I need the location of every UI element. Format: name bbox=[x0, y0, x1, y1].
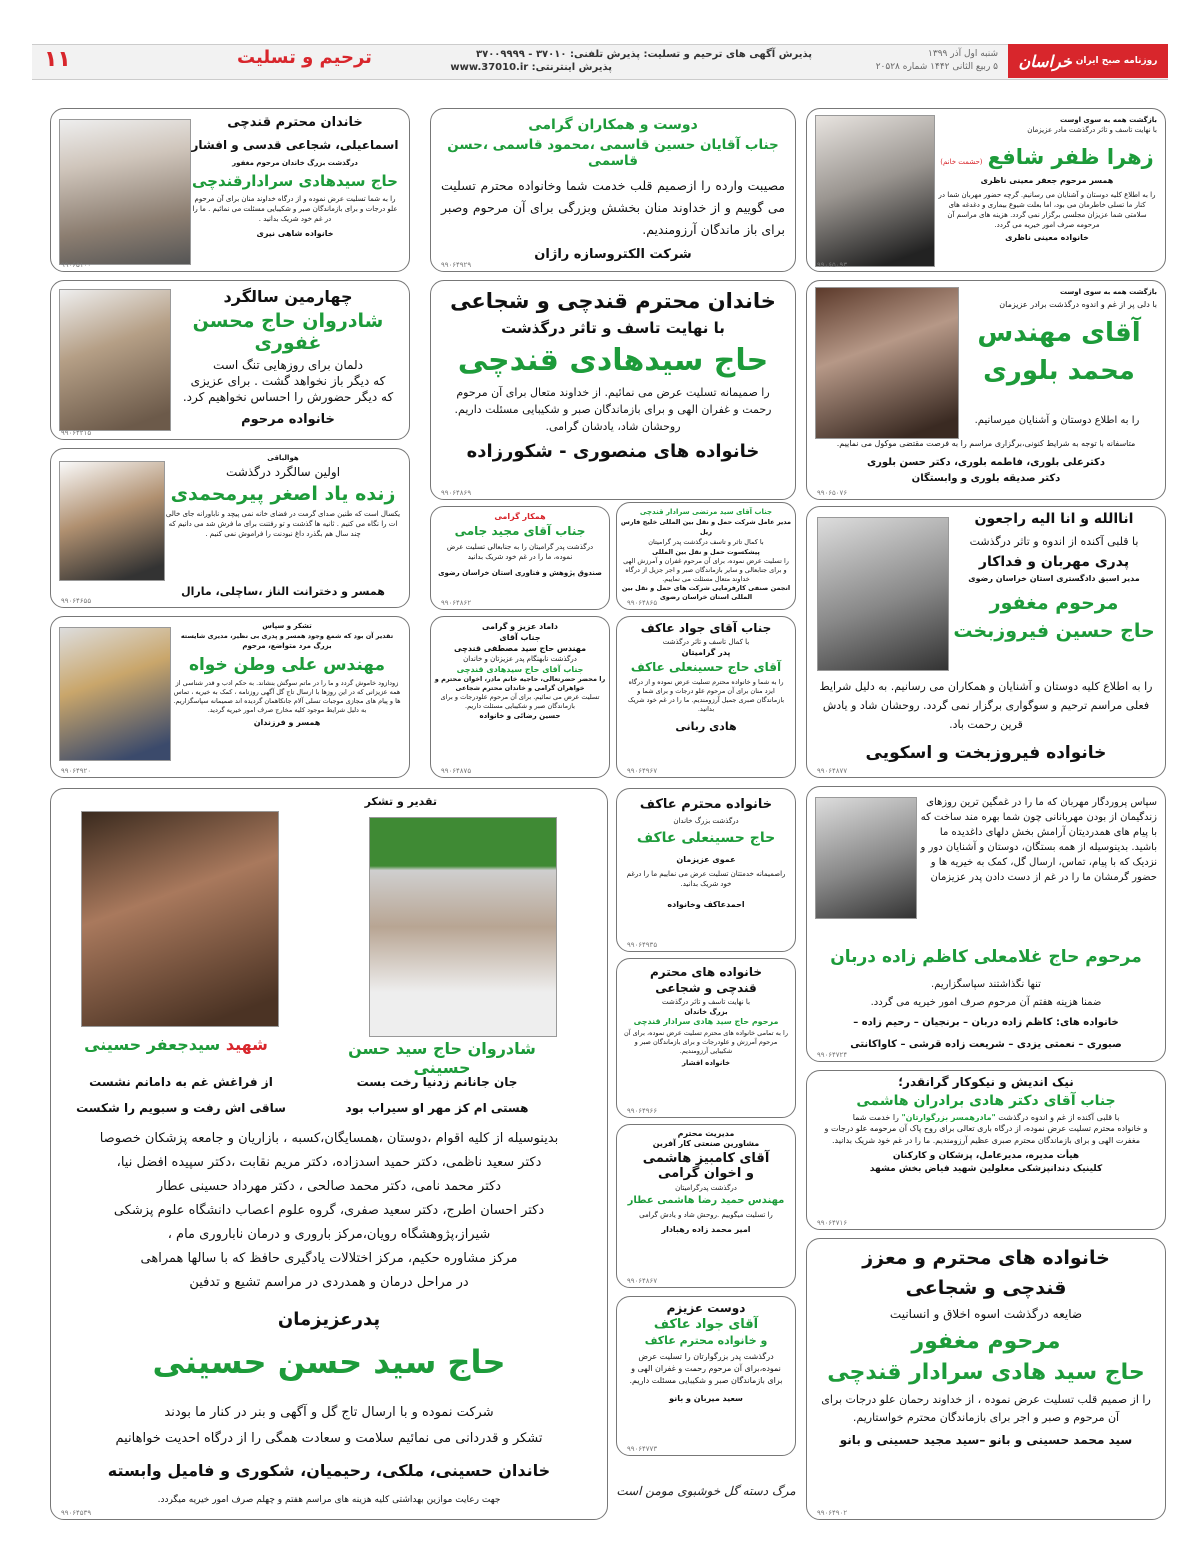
deceased-name: مرحوم حاج غلامعلی کاظم زاده دربان bbox=[830, 947, 1142, 967]
ad-line: قندچی و شجاعی bbox=[655, 981, 757, 995]
ad-line: بازگشت همه به سوی اوست bbox=[1059, 288, 1157, 296]
ad-line: پدری مهربان و فداکار bbox=[978, 554, 1130, 570]
ad-signature: خانواده های منصوری - شکورزاده bbox=[466, 441, 760, 462]
ad-line: با نهایت تاسف و تاثر درگذشت bbox=[501, 319, 725, 337]
ad-signature: صبوری – نعمتی یزدی – شریعت زاده قرشی – کاواکانتی bbox=[850, 1039, 1122, 1050]
thanks-kazemzadeh-darban bbox=[806, 786, 1166, 1062]
poem-line: هستی ام کز مهر او سیراب بود bbox=[345, 1101, 529, 1115]
condolence-morteza-ghandchi bbox=[616, 502, 796, 610]
ad-line: دوست عزیزم bbox=[666, 1301, 746, 1315]
ad-line: عموی عزیزمان bbox=[676, 855, 736, 864]
ad-line: جناب آقای bbox=[499, 633, 541, 642]
ad-body: درگذشت پدر گرامیتان را به جنابعالی تسلیت عرض نموده، ما را در غم خود شریک بدانید bbox=[446, 543, 594, 561]
ad-signature: خانواده شاهی نیری bbox=[256, 229, 334, 238]
ad-body: که دیگر حضورش را احساس نخواهیم کرد. bbox=[182, 390, 394, 404]
ad-body: که دیگر باز نخواهد گشت . برای عزیزی bbox=[190, 374, 386, 388]
ad-title: تقدیر و تشکر bbox=[364, 795, 437, 808]
ad-ref: ۹۹۰۶۴۸۶۲ bbox=[441, 599, 472, 607]
condolence-baradaran-hashemi bbox=[806, 1070, 1166, 1230]
ad-body: را از صمیم قلب تسلیت عرض نموده ، از خداوند رحمان علو درجات برای آن مرحوم و صبر و اجر برای بازماندگان محترم خواستاریم. bbox=[821, 1393, 1151, 1424]
ad-line: چهارمین سالگرد bbox=[223, 287, 353, 306]
ad-ref: ۹۹۰۶۴۸۶۵ bbox=[627, 599, 658, 607]
ad-line: مدیر عامل شرکت حمل و نقل بین المللی خلیج فارس ریل bbox=[620, 518, 792, 536]
ad-signature: خانواده فیروزبخت و اسکویی bbox=[865, 743, 1107, 763]
ad-line: بازگشت همه به سوی اوست bbox=[1059, 116, 1157, 124]
ad-body: با کمال تاثر و تاسف درگذشت پدر گرامیتان bbox=[648, 538, 764, 546]
ad-line: با قلبی آکنده از اندوه و تاثر درگذشت bbox=[969, 535, 1139, 548]
ad-ref: ۹۹۰۶۴۸۷۷ bbox=[817, 767, 848, 775]
ad-line: مهندس حاج سید مصطفی قندچی bbox=[453, 644, 587, 653]
ad-body: را صمیمانه تسلیت عرض می نمائیم. از خداوند متعال برای آن مرحوم رحمت و غفران الهی و برای بازماندگان صبر و شکیبایی مسئلت داریم. روحشان شاد، یادشان گرامی. bbox=[454, 386, 772, 433]
condolence-mostafa-ghandchi bbox=[430, 616, 610, 778]
condolence-kambiz-hashemi bbox=[616, 1124, 796, 1288]
deceased-name: حاج سید حسن حسینی bbox=[152, 1343, 506, 1381]
ad-line: با قلبی آکنده از غم و اندوه درگذشت "مادرهمسر بزرگوارتان" را خدمت شما bbox=[852, 1113, 1120, 1122]
ad-body: را تسلیت عرض نموده، برای آن مرحوم غفران و آمرزش الهی و برای جنابعالی و سایر بازماندگان صبر و اجر جزیل از درگاه خداوند متعال مسئلت می نماییم. bbox=[623, 557, 789, 583]
poem-line: جان جانانم زدنیا رخت بست bbox=[356, 1075, 518, 1089]
ad-body: را به شما تسلیت عرض نموده و از درگاه خداوند منان برای آن مرحوم علو درجات و برای بازماندگان صبر و شکیبایی مسئلت می نمائیم . ما را در غم خود شریک بدانید . bbox=[192, 195, 398, 223]
ad-body: را به شما و خانواده محترم تسلیت عرض نموده و از درگاه ایزد منان برای آن مرحوم علو درجات و برای شما و بازماندگان صبری جمیل آرزومندیم. ما را در غم خود شریک بدانید. bbox=[627, 678, 785, 713]
recipient-name: آقای جواد عاکف bbox=[653, 1317, 759, 1332]
ad-signature: صندوق پژوهش و فناوری استان خراسان رضوی bbox=[438, 569, 602, 577]
portrait-photo-jafar-hosseini bbox=[81, 811, 279, 1027]
ad-line: خانواده های محترم bbox=[650, 965, 762, 979]
condolence-ghasemi bbox=[430, 108, 796, 272]
ad-signature: خانواده های: کاظم زاده دربان – برنجیان – رحیم زاده – bbox=[853, 1017, 1119, 1028]
condolence-mansouri bbox=[430, 280, 796, 500]
ad-line: پدرعزیزمان bbox=[277, 1309, 381, 1330]
deceased-name: محمد بلوری bbox=[983, 356, 1135, 386]
page-number: ۱۱ bbox=[44, 47, 71, 72]
ad-line: را محضر حضرتعالی، حاجیه خانم مادر، اخوان محترم و خواهران گرامی و خاندان محترم شجاعی bbox=[434, 675, 606, 692]
ad-signature: خانواده معینی ناظری bbox=[1005, 233, 1089, 242]
ad-ref: ۹۹۰۶۴۹۰۲ bbox=[817, 1509, 848, 1517]
thanks-hosseini-family bbox=[50, 788, 608, 1520]
ad-body: یکسال است که طنین صدای گرمت در فضای خانه نمی پیچد و ناباورانه جای خالی ات را نگاه می کنیم . ثانیه ها گذشت و تو رفتنت برای ما فرش شد می دانیم که چند سال هم بگذرد داغ نبودنت را فراموش نمی کنیم . bbox=[165, 510, 401, 538]
martyr-label: شهید bbox=[225, 1035, 268, 1054]
ad-line: مشاورین صنعتی کار آفرین bbox=[652, 1139, 760, 1148]
ad-ref: ۹۹۰۶۴۹۲۰ bbox=[61, 767, 92, 775]
ad-body: مصیبت وارده را ازصمیم قلب خدمت شما وخانواده محترم تسلیت می گوییم و از خداوند منان بخشش وبزرگی برای آن مرحوم وصبر برای باز ماندگان آرزومندیم. bbox=[441, 178, 785, 237]
deceased-name: حاج حسین فیروزبخت bbox=[953, 620, 1155, 642]
ad-line: همکار گرامی bbox=[494, 512, 546, 521]
ad-ref: ۹۹۰۶۴۸۷۵ bbox=[441, 767, 472, 775]
deceased-name: مهندس حمید رضا هاشمی عطار bbox=[627, 1195, 785, 1206]
ad-body: تنها نگذاشتند سپاسگزاریم. bbox=[931, 979, 1041, 990]
ad-body: دلمان برای روزهایی تنگ است bbox=[213, 358, 363, 372]
ad-line: تقدیر آن بود که شمع وجود همسر و پدری بی نظیر، مدیری شایسته bbox=[180, 632, 394, 640]
ad-signature: خانواده مرحوم bbox=[241, 412, 335, 427]
deceased-name: مرحوم حاج سید هادی سرادار قندچی bbox=[633, 1017, 779, 1026]
ad-signature: هادی ربانی bbox=[675, 720, 737, 733]
condolence-javad-akef bbox=[616, 616, 796, 778]
ad-ref: ۹۹۰۶۴۹۶۷ bbox=[627, 767, 658, 775]
ad-ref: ۹۹۰۶۴۸۶۷ bbox=[627, 1277, 658, 1285]
thanks-ali-vatankhah bbox=[50, 616, 410, 778]
ad-line: بزرگ خاندان bbox=[684, 1008, 728, 1016]
deceased-title: آقای مهندس bbox=[977, 318, 1141, 348]
section-title: ترحیم و تسلیت bbox=[237, 47, 372, 68]
ad-line: پدر گرامیتان bbox=[681, 648, 731, 657]
condolence-mirban bbox=[616, 1296, 796, 1456]
ad-signature: دکترعلی بلوری، فاطمه بلوری، دکتر حسن بلوری bbox=[867, 457, 1105, 468]
ad-body: بدینوسیله از کلیه اقوام ،دوستان ،همسایگان،کسبه ، بازاریان و جامعه پزشکان خصوصا bbox=[99, 1131, 559, 1146]
ad-ref: ۹۹۰۶۴۲۱۵ bbox=[61, 429, 92, 437]
portrait-photo bbox=[815, 115, 935, 267]
condolence-shahi-nayyeri bbox=[50, 108, 410, 272]
contact-label: پذیرش آگهی های ترحیم و تسلیت: bbox=[643, 49, 812, 60]
portrait-photo bbox=[59, 461, 165, 581]
deceased-alias: (حشمت خانم) bbox=[940, 158, 983, 166]
ad-signature: احمدعاکف وخانواده bbox=[667, 900, 745, 909]
ad-line: بزرگ مرد متواضع، مرحوم bbox=[242, 642, 332, 650]
ad-line: و خانواده محترم عاکف bbox=[644, 1334, 768, 1347]
deceased-name: جناب آقای حاج سیدهادی قندچی bbox=[456, 665, 584, 674]
ad-body: درگذشت پدر بزرگوارتان را تسلیت عرض نموده،برای آن مرحوم رحمت و غفران الهی و برای بازماندگان صبر و شکیبایی مسئلت داریم. bbox=[629, 1352, 783, 1385]
deceased-name: حاج سید هادی سرادار قندچی bbox=[827, 1360, 1145, 1385]
logo-text: خراسان bbox=[1018, 51, 1072, 71]
quote-text: مرگ دسته گل خوشبوی مومن است bbox=[616, 1484, 796, 1498]
ad-body: در مراحل درمان و همدردی در مراسم تشیع و تدفین bbox=[189, 1275, 469, 1290]
ad-body: شرکت نموده و با ارسال تاج گل و آگهی و بنر در کنار ما بودند bbox=[164, 1405, 494, 1420]
ad-signature: همسر و دخترانت الناز ،ساچلی، مارال bbox=[181, 585, 385, 598]
ad-signature: انجمن صنفی کارفرمایی شرکت های حمل و نقل بین المللی استان خراسان رضوی bbox=[621, 584, 791, 601]
martyr-caption bbox=[71, 1035, 281, 1054]
ad-signature: همسر و فرزندان bbox=[253, 718, 321, 727]
ad-body: متاسفانه با توجه به شرایط کنونی،برگزاری مراسم را به فرصت مقتضی موکول می نماییم. bbox=[836, 439, 1136, 448]
ad-line: اسماعیلی، شجاعی قدسی و افشار bbox=[191, 138, 399, 152]
ad-line: خاندان محترم قندچی bbox=[227, 115, 363, 130]
deceased-name: زنده یاد اصغر پیرمحمدی bbox=[170, 483, 396, 505]
ad-line: پیشکسوت حمل و نقل بین المللی bbox=[652, 548, 760, 556]
poem-line: ساقی اش رفت و سبویم را شکست bbox=[76, 1101, 286, 1115]
ad-line: جناب آقایان حسین قاسمی ،محمود قاسمی ،حسن قاسمی bbox=[447, 137, 779, 169]
condolence-majid-jami bbox=[430, 506, 610, 610]
ad-body: راصمیمانه خدمتتان تسلیت عرض می نماییم ما را درغم خود شریک بدانید. bbox=[626, 870, 786, 888]
ad-signature: هیأت مدیره، مدیرعامل، پزشکان و کارکنان bbox=[892, 1151, 1080, 1161]
contact-web[interactable]: پذیرش اینترنتی: www.37010.ir bbox=[450, 62, 612, 73]
contact-phone: پذیرش تلفنی: ۳۷۰۱۰ - ۳۷۰۰۹۹۹۹ bbox=[475, 49, 640, 60]
ad-ref: ۹۹۰۶۴۷۷۳ bbox=[627, 1445, 658, 1453]
obituary-hossein-firouzbakht bbox=[806, 506, 1166, 778]
portrait-photo bbox=[59, 627, 171, 761]
ad-ref: ۹۹۰۶۴۹۳۵ bbox=[627, 941, 658, 949]
ad-ref: ۹۹۰۶۴۷۱۶ bbox=[817, 1219, 848, 1227]
deceased-name: مهندس علی وطن خواه bbox=[188, 655, 386, 675]
ad-body: تسلیت عرض می نمائیم. برای آن مرحوم علودرجات و برای بازماندگان صبر و شکیبایی مسئلت داریم. bbox=[440, 693, 600, 710]
ad-body: سپاس پروردگار مهربان که ما را در غمگین ترین روزهای زندگیمان از بودن مهربانانی چون شما بهره مند ساخت که با پیام های همدردیتان آرامش بخش دلهای داغدیده ما باشید. بدینوسیله از همه بستگان، دوستان و آشنایان دور و نزدیک که با پیام، تماس، ارسال گل، کمک به خیریه ها و حضور گرمشان ما را در غم از دست دادن پدر عزیزمان bbox=[920, 797, 1157, 883]
ad-body: مرکز مشاوره حکیم، مرکز اختلالات یادگیری حافظ که با سالها همراهی bbox=[140, 1251, 518, 1266]
ad-line: همسر مرحوم جعفر معینی ناظری bbox=[980, 176, 1114, 185]
ad-signature: خاندان حسینی، ملکی، رحیمیان، شکوری و فامیل وابسته bbox=[107, 1461, 551, 1480]
calligraphy-quote bbox=[616, 1466, 796, 1516]
ad-line: دوست و همکاران گرامی bbox=[528, 117, 698, 133]
portrait-photo bbox=[815, 287, 959, 439]
ad-body: را تسلیت میگوییم .روحش شاد و یادش گرامی bbox=[639, 1211, 773, 1219]
ad-ref: ۹۹۰۶۵۰۷۶ bbox=[817, 489, 848, 497]
ad-line: با دلی پر از غم و اندوه درگذشت برادر عزیزمان bbox=[999, 300, 1157, 309]
ad-body: دکتر سعید ناظمی، دکتر حمید اسدزاده، دکتر مریم نقابت ،دکتر سپیده افضل نیا، bbox=[116, 1155, 542, 1170]
condolence-hosseini-brothers bbox=[806, 1238, 1166, 1520]
deceased-name: زهرا ظفر شافع bbox=[987, 145, 1154, 169]
ad-signature: شرکت الکتروسازه راژان bbox=[534, 247, 692, 262]
ad-signature: سید محمد حسینی و بانو –سید مجید حسینی و بانو bbox=[839, 1433, 1133, 1447]
poem-line: از فراغش غم به دامانم نشست bbox=[89, 1075, 273, 1089]
ad-line: اناالله و انا الیه راجعون bbox=[974, 511, 1134, 527]
ad-line: اولین سالگرد درگذشت bbox=[225, 465, 341, 479]
ad-line: مدیر اسبق دادگستری استان خراسان رضوی bbox=[968, 574, 1140, 583]
ad-line: با کمال تاسف و تاثر درگذشت bbox=[662, 638, 750, 646]
logo-sub: روزنامه صبح ایران bbox=[1075, 56, 1158, 66]
obituary-zahra-zafar bbox=[806, 108, 1166, 272]
deceased-name: شادروان حاج سید حسن حسینی bbox=[348, 1039, 536, 1077]
recipient-name: جناب آقای مجید جامی bbox=[454, 524, 586, 538]
ad-signature: امیر محمد زاده رهبادار bbox=[661, 1225, 751, 1234]
ad-line: داماد عزیز و گرامی bbox=[481, 622, 559, 631]
ad-body: شیراز،پژوهشگاه رویان،مرکز باروری و درمان ناباروری مام ، bbox=[167, 1227, 491, 1242]
ad-body: و خانواده محترم تسلیت عرض نموده، از درگاه باری تعالی برای روح پاک آن مرحومه علو درجات و مغفرت الهی و برای بازماندگان محترم صبری عظیم آرزومندیم. ما را در غم خود شریک بدانید. bbox=[824, 1124, 1148, 1145]
ad-signature: سعید میربان و بانو bbox=[669, 1394, 743, 1403]
ad-line: درگذشت بزرگ خاندان مرحوم مغفور bbox=[232, 159, 358, 167]
ad-signature: خانواده افشار bbox=[681, 1059, 730, 1067]
deceased-name: حاج حسینعلی عاکف bbox=[636, 830, 776, 846]
ad-line: ضایعه درگذشت اسوه اخلاق و انسانیت bbox=[889, 1307, 1083, 1321]
ad-line: مدیریت محترم bbox=[677, 1129, 735, 1138]
page-header bbox=[32, 44, 1168, 78]
ad-line: خانواده محترم عاکف bbox=[639, 797, 773, 812]
deceased-title: مرحوم مغفور bbox=[989, 592, 1119, 614]
ad-footnote: جهت رعایت موازین بهداشتی کلیه هزینه های مراسم هفتم و چهلم صرف امور خیریه میگردد. bbox=[157, 1495, 501, 1505]
portrait-photo bbox=[59, 289, 171, 431]
ad-line: درگذشت بزرگ خاندان bbox=[673, 817, 739, 825]
ad-line: تشکر و سپاس bbox=[262, 622, 312, 630]
ad-line: درگذشت نابهنگام پدر عزیزتان و خاندان bbox=[463, 655, 577, 663]
obituary-mohammad-bolouri bbox=[806, 280, 1166, 500]
ad-ref: ۹۹۰۶۴۸۶۹ bbox=[441, 489, 472, 497]
portrait-photo bbox=[817, 517, 949, 671]
ad-ref: ۹۹۰۶۵۰۹۳ bbox=[817, 261, 848, 269]
ad-line: و اخوان گرامی bbox=[658, 1166, 754, 1181]
ad-body: زودازود خاموش گردد و ما را در ماتم سوگش بنشاند. به حکم ادب و قدر شناسی از همه عزیزانی که در این روزها با ارسال تاج گل آگهی روزنامه ، کمک به خیریه ، تماس ها و پیام های مجازی موجبات تسلی آلام جانکاهمان گردیده اند صمیمانه سپاسگزاریم. به دلیل شرایط موجود کلیه مخارج صرف امور خیریه گردید. bbox=[173, 679, 401, 714]
newspaper-logo[interactable] bbox=[1008, 44, 1168, 78]
deceased-name: آقای حاج حسینعلی عاکف bbox=[630, 660, 782, 674]
ad-signature: حسین رضائی و خانواده bbox=[479, 712, 561, 720]
ad-line: قندچی و شجاعی bbox=[905, 1277, 1067, 1299]
recipient-name: آقای کامبیز هاشمی bbox=[642, 1151, 770, 1166]
ad-body: را به تمامی خانواده های محترم تسلیت عرض نموده، برای آن مرحوم آمرزش و علودرجات و برای بازماندگان صبر و شکیبایی آرزومندیم. bbox=[624, 1029, 788, 1055]
ad-body: دکتر محمد نامی، دکتر محمد صالحی ، دکتر مهرداد حسینی عطار bbox=[156, 1179, 502, 1194]
ad-ref: ۹۹۰۶۴۶۵۵ bbox=[61, 597, 92, 605]
ad-body: را به اطلاع کلیه دوستان و آشنایان می رسانیم. گرچه حضور مهربان شما در کنار ما تسلی خاطرمان می بود، اما بعلت شیوع بیماری و دغدغه های سلامتی شما عزیزان مجلسی برگزار نمی گردد. هزینه های مراسم آن مرحومه صرف امور خیریه می گردد. bbox=[938, 191, 1156, 229]
condolence-akef-family bbox=[616, 788, 796, 952]
recipient-name: جناب آقای جواد عاکف bbox=[640, 621, 772, 635]
ad-signature: کلینیک دندانپزشکی معلولین شهید فیاض بخش مشهد bbox=[869, 1164, 1103, 1174]
issue-date: شنبه اول آذر ۱۳۹۹ ۵ ربیع الثانی ۱۴۴۲ شماره ۲۰۵۲۸ bbox=[875, 49, 998, 72]
contact-info bbox=[412, 48, 812, 74]
ad-line: با نهایت تاسف و تاثر درگذشت مادر عزیزمان bbox=[1027, 126, 1157, 134]
ad-line: را به اطلاع دوستان و آشنایان میرسانیم. bbox=[974, 415, 1140, 426]
martyr-name: سیدجعفر حسینی bbox=[84, 1035, 221, 1054]
ad-ref: ۹۹۰۶۴۷۲۴ bbox=[817, 1051, 848, 1059]
portrait-photo bbox=[815, 797, 917, 919]
deceased-name: حاج سیدهادی قندچی bbox=[457, 343, 769, 378]
ad-line: خاندان محترم قندچی و شجاعی bbox=[450, 289, 776, 313]
ad-line: خانواده های محترم و معزز bbox=[862, 1247, 1110, 1269]
recipient-name: جناب آقای دکتر هادی برادران هاشمی bbox=[856, 1093, 1116, 1109]
deceased-name: شادروان حاج محسن غفوری bbox=[192, 310, 384, 354]
ad-body: دکتر احسان اطرج، دکتر سعید صفری، گروه علوم اعصاب دانشگاه علوم پزشکی bbox=[113, 1203, 545, 1218]
ad-ref: ۹۹۰۶۴۵۳۹ bbox=[61, 1509, 92, 1517]
portrait-photo-hasan-hosseini bbox=[369, 817, 557, 1037]
ad-line: با نهایت تاسف و تاثر درگذشت bbox=[661, 998, 751, 1006]
deceased-title: مرحوم مغفور bbox=[911, 1329, 1061, 1354]
recipient-name: جناب آقای سید مرتضی سرادار قندچی bbox=[639, 508, 773, 516]
ad-ref: ۹۹۰۶۴۹۶۶ bbox=[627, 1107, 658, 1115]
ad-line: درگذشت پدرگرامیتان bbox=[675, 1184, 737, 1192]
anniversary-mohsen-ghafouri bbox=[50, 280, 410, 440]
ad-line: نیک اندیش و نیکوکار گرانقدر؛ bbox=[898, 1075, 1074, 1089]
condolence-afshar bbox=[616, 958, 796, 1118]
ad-ref: ۹۹۰۶۴۹۲۹ bbox=[441, 261, 472, 269]
ad-line: هوالباقی bbox=[267, 454, 299, 462]
anniversary-asghar-pirmohammadi bbox=[50, 448, 410, 608]
portrait-photo bbox=[59, 119, 191, 265]
ad-body: را به اطلاع کلیه دوستان و آشنایان و همکاران می رسانیم. به دلیل شرایط فعلی مراسم ترحیم و سوگواری برگزار نمی گردد. روحشان شاد و یادش قرین رحمت باد. bbox=[819, 680, 1153, 731]
deceased-name: حاج سیدهادی سرادارقندچی bbox=[191, 172, 398, 190]
ad-signature: دکتر صدیقه بلوری و وابستگان bbox=[911, 473, 1061, 484]
ad-ref: ۹۹۰۶۵۱۰۰ bbox=[61, 261, 92, 269]
ad-body: تشکر و قدردانی می نمائیم سلامت و سعادت همگی را از درگاه احدیت خواهانیم bbox=[115, 1431, 543, 1446]
ad-body: ضمنا هزینه هفتم آن مرحوم صرف امور خیریه می گردد. bbox=[870, 997, 1102, 1008]
